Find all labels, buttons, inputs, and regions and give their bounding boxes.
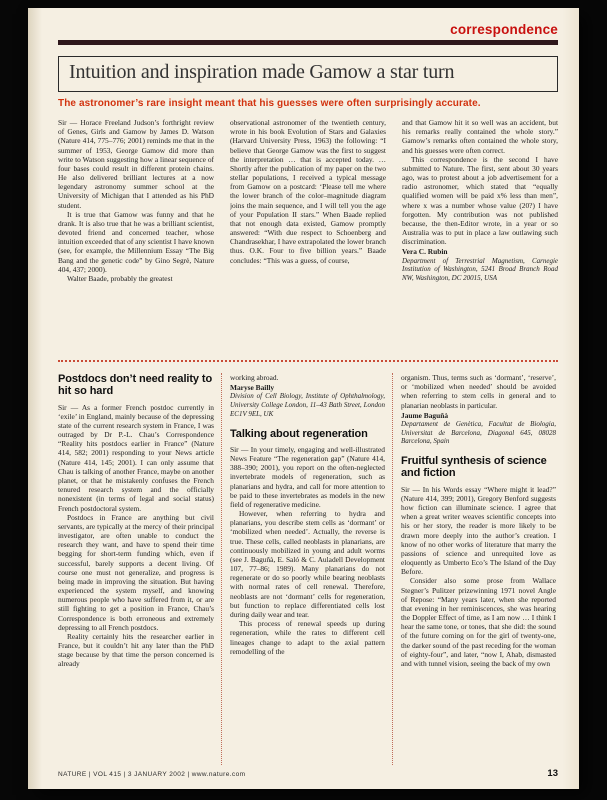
letter-heading-fiction: Fruitful synthesis of science and fiction	[401, 455, 547, 480]
footer-page-number: 13	[547, 768, 558, 779]
postdocs-signature-affiliation: Division of Cell Biology, Institute of Ophthalmology, University College London, 11–43 Bath Street, London EC1V 9EL, UK	[230, 392, 385, 418]
letters-column-1	[58, 373, 214, 765]
postdocs-continuation: working abroad.	[230, 373, 279, 382]
masthead	[58, 22, 558, 45]
lead-headline-box	[58, 56, 558, 92]
lead-column-3	[402, 118, 558, 350]
regeneration-signature-affiliation: Departament de Genètica, Facultat de Biologia, Universitat de Barcelona, Diagonal 645, 08028 Barcelona, Spain	[401, 419, 556, 446]
postdocs-signature-name: Maryse Bailly	[230, 383, 275, 393]
letter-heading-postdocs: Postdocs don’t need reality to hit so hard	[58, 373, 213, 398]
letters-columns	[58, 373, 558, 765]
letter-heading-regeneration: Talking about regeneration	[230, 427, 368, 440]
lead-letter-columns	[58, 118, 558, 350]
letter-body-fiction: Sir — In his Words essay “Where might it lead?” (Nature 414, 399; 2001), Gregory Benford suggests how fiction can illuminate science. I agree that when a great writer weaves scientific concepts into his or her story, the reader is more likely to be drawn more deeply into the author’s creation. I know of no other works of literature that marry the passions of science and unrequited love as eloquently as Umberto Eco’s The Island of the Day Before. Consider also some prose from Wallace Stegner’s Pulitzer prizewinning 1971 novel Angle of Repose: “Many years later, when she reported that evening in her reminiscences, she was hearing the Doppler Effect of time, as I am now … I think I hear the same tone, or tones, that she did: the sound of the future coming on for the girl of twenty-one, the darker sound of the past receding for the woman of eighty-four”, and later, “now I, Ahab, dismasted and with tunnel vision, seeing the back of my own	[401, 484, 556, 668]
lead-signature-block	[402, 247, 558, 282]
footer-journal-info: NATURE | VOL 415 | 3 JANUARY 2002 | www.nature.com	[58, 771, 246, 778]
section-divider	[58, 360, 558, 362]
postdocs-signature-block	[230, 383, 385, 418]
section-label: correspondence	[450, 22, 558, 37]
journal-page	[28, 8, 579, 789]
masthead-rule	[58, 40, 558, 45]
lead-signature-affiliation: Department of Terrestrial Magnetism, Carnegie Institution of Washington, 5241 Broad Branch Road NW, Washington, DC 20015, USA	[402, 256, 558, 283]
lead-column-3-text: and that Gamow hit it so well was an accident, but his remarks really contained the whole story.” Gamow’s remarks often contained the whole story, and his guesses were often correct. This correspondence is the second I have submitted to Nature. The first, sent about 30 years ago, was to protest about a job advertisement for a radio astronomer, which stated that “equally qualified women will be paid x% less than men”, where x was a number whose value (20?) I have forgotten. My contribution was not published because, the then-Editor wrote, in a year or so Australia was to put in place a law outlawing such discrimination.	[402, 118, 558, 247]
regeneration-signature-block	[401, 411, 556, 446]
lead-column-2: observational astronomer of the twentieth century, wrote in his book Evolution of Stars and Galaxies (Harvard University Press, 1963) the following: “I believe that George Gamow was the first to suggest the interpretation … that is accepted today. … Shortly after the publication of my paper on the two stellar populations, I received a typical message from Gamow on a postcard: ‘Please tell me where the lower branch of the color–magnitude diagram joins the main sequence, and I will tell you the age of your Population II stars.” When Baade replied that not enough data existed, Gamow promptly answered: “With due respect to Schoenberg and Chandrasekhar, I have extrapolated the lower branch thus. O.K. Four to five billion years.” Baade concludes: “This was a guess, of course,	[230, 118, 386, 265]
page-footer	[58, 768, 558, 779]
letter-body-regeneration: Sir — In your timely, engaging and well-illustrated News Feature “The regeneration gap” (Nature 414, 388–390; 2001), you report on the often-neglected invertebrate models of regeneration, such as planarians and hydra, and call for more attention to be paid to these invertebrates as models in the new field of regenerative medicine. However, when referring to hydra and planarians, you describe stem cells as ‘dormant’ or ‘mobilized when needed’. Actually, the reverse is true. These cells, called neoblasts in planarians, are continuously mobilized in young and adult worms (see J. Baguñà, E. Saló & C. Auladell Development 107, 77–86; 1989). Many planarians do not regenerate or do so poorly while bearing neoblasts with normal rates of cell renewal. Therefore, neoblasts are not ‘dormant’ cells for regeneration, but function to replace differentiated cells lost during daily wear and tear. This process of renewal speeds up during regeneration, while the rates to different cell lineages change to adapt to the axial pattern remodelling of the	[230, 444, 385, 656]
lead-signature-name: Vera C. Rubin	[402, 247, 448, 257]
lead-column-1: Sir — Horace Freeland Judson’s forthright review of Genes, Girls and Gamow by James D. Watson (Nature 414, 775–776; 2001) reminds me that in the summer of 1953, George Gamow did more than write to Watson suggesting how a linear sequence of four bases could result in different protein chains. He also delivered brilliant lectures at a now legendary astronomy summer school at the University of Michigan that I attended as his PhD student. It is true that Gamow was funny and that he drank. It is also true that he was a brilliant scientist, devoted friend and concerned teacher, whose intuition exceeded that of any scientist I have known (see, for example, the Millennium Essay “The Big Bang and the genetic code” by Gino Segrè, Nature 404, 437; 2000). Walter Baade, probably the greatest	[58, 118, 214, 283]
lead-standfirst: The astronomer’s rare insight meant that his guesses were often surprisingly accurate.	[58, 98, 481, 109]
lead-headline: Intuition and inspiration made Gamow a star turn	[69, 61, 455, 83]
regeneration-continuation: organism. Thus, terms such as ‘dormant’, ‘reserve’, or ‘mobilized when needed’ should be avoided when referring to stem cells in general and to planarian neoblasts in particular.	[401, 373, 556, 410]
letter-body-postdocs: Sir — As a former French postdoc currently in ‘exile’ in England, mainly because of the depressing state of the current research system in France, I was outraged by Dr P.-L. Chau’s Correspondence “Reality hits postdocs earlier in France” (Nature 414, 582; 2001) responding to your News article (Nature 414, 145; 2001). I can only assume that Chau is talking of another France, maybe on another planet, or that he mistakenly confuses the French tenured research system and the officially nonexistent (in terms of legal and social status) French postdoctoral system. Postdocs in France are anything but civil servants, are typically at the mercy of their principal investigator, are often unable to conduct the research they want, and have to spend their time begging for short-term funding which, even if successful, barely supports a decent living. Of course one must not generalize, and progress is being made in improving the situation. But having experienced the system myself, and knowing numerous people who have suffered from it, or are still fighting to get a position in France, Chau’s Correspondence is both erroneous and extremely depressing to all French postdocs. Reality certainly hits the researcher earlier in France, but it couldn’t hit any later than the PhD stage because by that time the person concerned is already	[58, 402, 214, 669]
letters-column-2	[221, 373, 385, 765]
regeneration-signature-name: Jaume Baguñà	[401, 410, 449, 420]
letters-column-3	[392, 373, 556, 765]
